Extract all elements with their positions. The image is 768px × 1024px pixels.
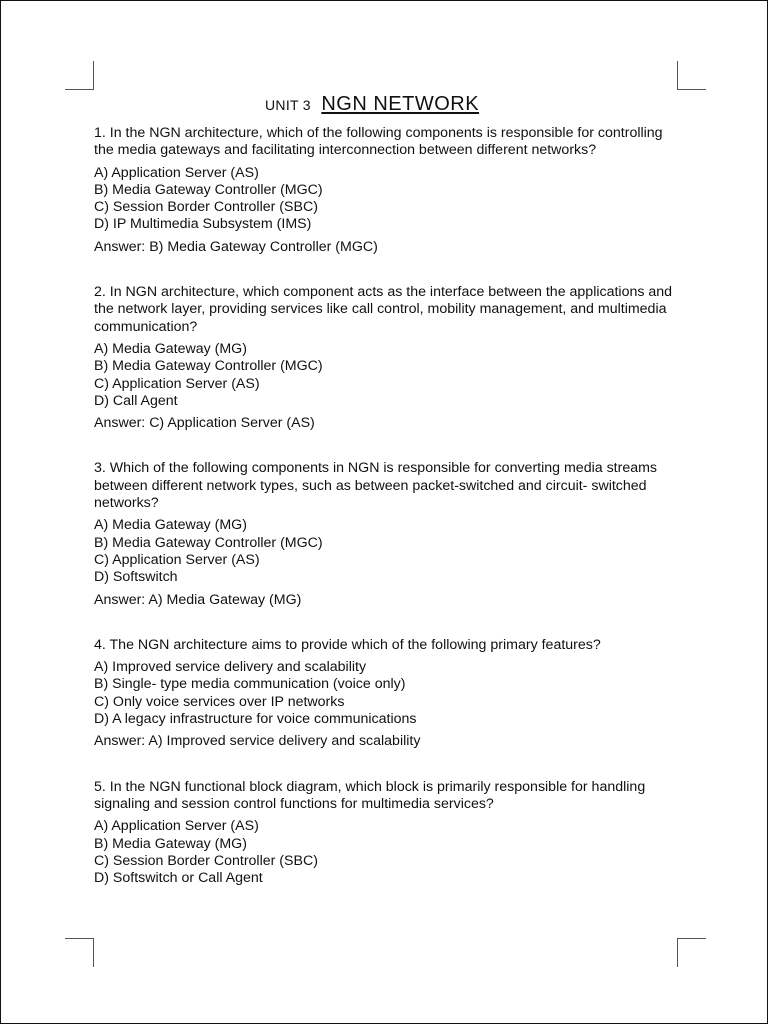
option-b: B) Media Gateway (MG)	[94, 835, 247, 852]
question-text: 2. In NGN architecture, which component acts as the interface between the applications and the network layer, providing services like call control, mobility management, and multimedia communication?	[94, 284, 673, 335]
question-text: 3. Which of the following components in NGN is responsible for converting media streams between different network types, such as between packet-switched and circuit- switched networks?	[94, 460, 658, 512]
unit-title: NGN NETWORK	[321, 93, 480, 115]
option-b: B) Media Gateway Controller (MGC)	[94, 358, 323, 375]
option-d: D) Call Agent	[94, 392, 178, 409]
crop-mark-bottom-left	[65, 938, 94, 967]
crop-mark-top-right	[677, 61, 706, 90]
option-b: B) Media Gateway Controller (MGC)	[94, 534, 323, 551]
unit-label: UNIT 3	[265, 97, 311, 113]
question-3	[94, 460, 684, 608]
answer: Answer: C) Application Server (AS)	[94, 415, 315, 432]
question-list	[94, 125, 684, 915]
crop-mark-bottom-right	[677, 938, 706, 967]
option-c: C) Session Border Controller (SBC)	[94, 199, 318, 216]
answer: Answer: B) Media Gateway Controller (MGC)	[94, 238, 378, 255]
crop-mark-top-left	[65, 61, 94, 90]
option-b: B) Media Gateway Controller (MGC)	[94, 181, 323, 198]
option-a: A) Media Gateway (MG)	[94, 517, 247, 534]
option-c: C) Only voice services over IP networks	[94, 693, 345, 710]
question-1	[94, 125, 684, 256]
option-c: C) Application Server (AS)	[94, 375, 260, 392]
option-list	[94, 517, 684, 586]
option-a: A) Application Server (AS)	[94, 164, 259, 181]
question-4	[94, 637, 684, 751]
answer: Answer: A) Improved service delivery and scalability	[94, 733, 421, 750]
question-text: 4. The NGN architecture aims to provide which of the following primary features?	[94, 636, 601, 653]
option-d: D) A legacy infrastructure for voice communications	[94, 711, 417, 728]
option-d: D) Softswitch	[94, 569, 178, 586]
option-list	[94, 165, 684, 234]
page-title	[265, 93, 479, 116]
option-list	[94, 818, 684, 887]
question-text: 1. In the NGN architecture, which of the following components is responsible for controlling the media gateways and facilitating interconnection between different networks?	[94, 125, 663, 159]
option-a: A) Application Server (AS)	[94, 818, 259, 835]
option-d: D) IP Multimedia Subsystem (IMS)	[94, 216, 312, 233]
question-5	[94, 779, 684, 888]
option-c: C) Application Server (AS)	[94, 551, 260, 568]
option-list	[94, 659, 684, 728]
option-a: A) Improved service delivery and scalability	[94, 659, 367, 676]
option-a: A) Media Gateway (MG)	[94, 340, 247, 357]
option-c: C) Session Border Controller (SBC)	[94, 852, 318, 869]
question-text: 5. In the NGN functional block diagram, which block is primarily responsible for handling signaling and session control functions for multimedia services?	[94, 778, 646, 812]
answer: Answer: A) Media Gateway (MG)	[94, 591, 302, 608]
option-b: B) Single- type media communication (voice only)	[94, 676, 406, 693]
option-d: D) Softswitch or Call Agent	[94, 870, 263, 887]
option-list	[94, 341, 684, 410]
question-2	[94, 284, 684, 432]
